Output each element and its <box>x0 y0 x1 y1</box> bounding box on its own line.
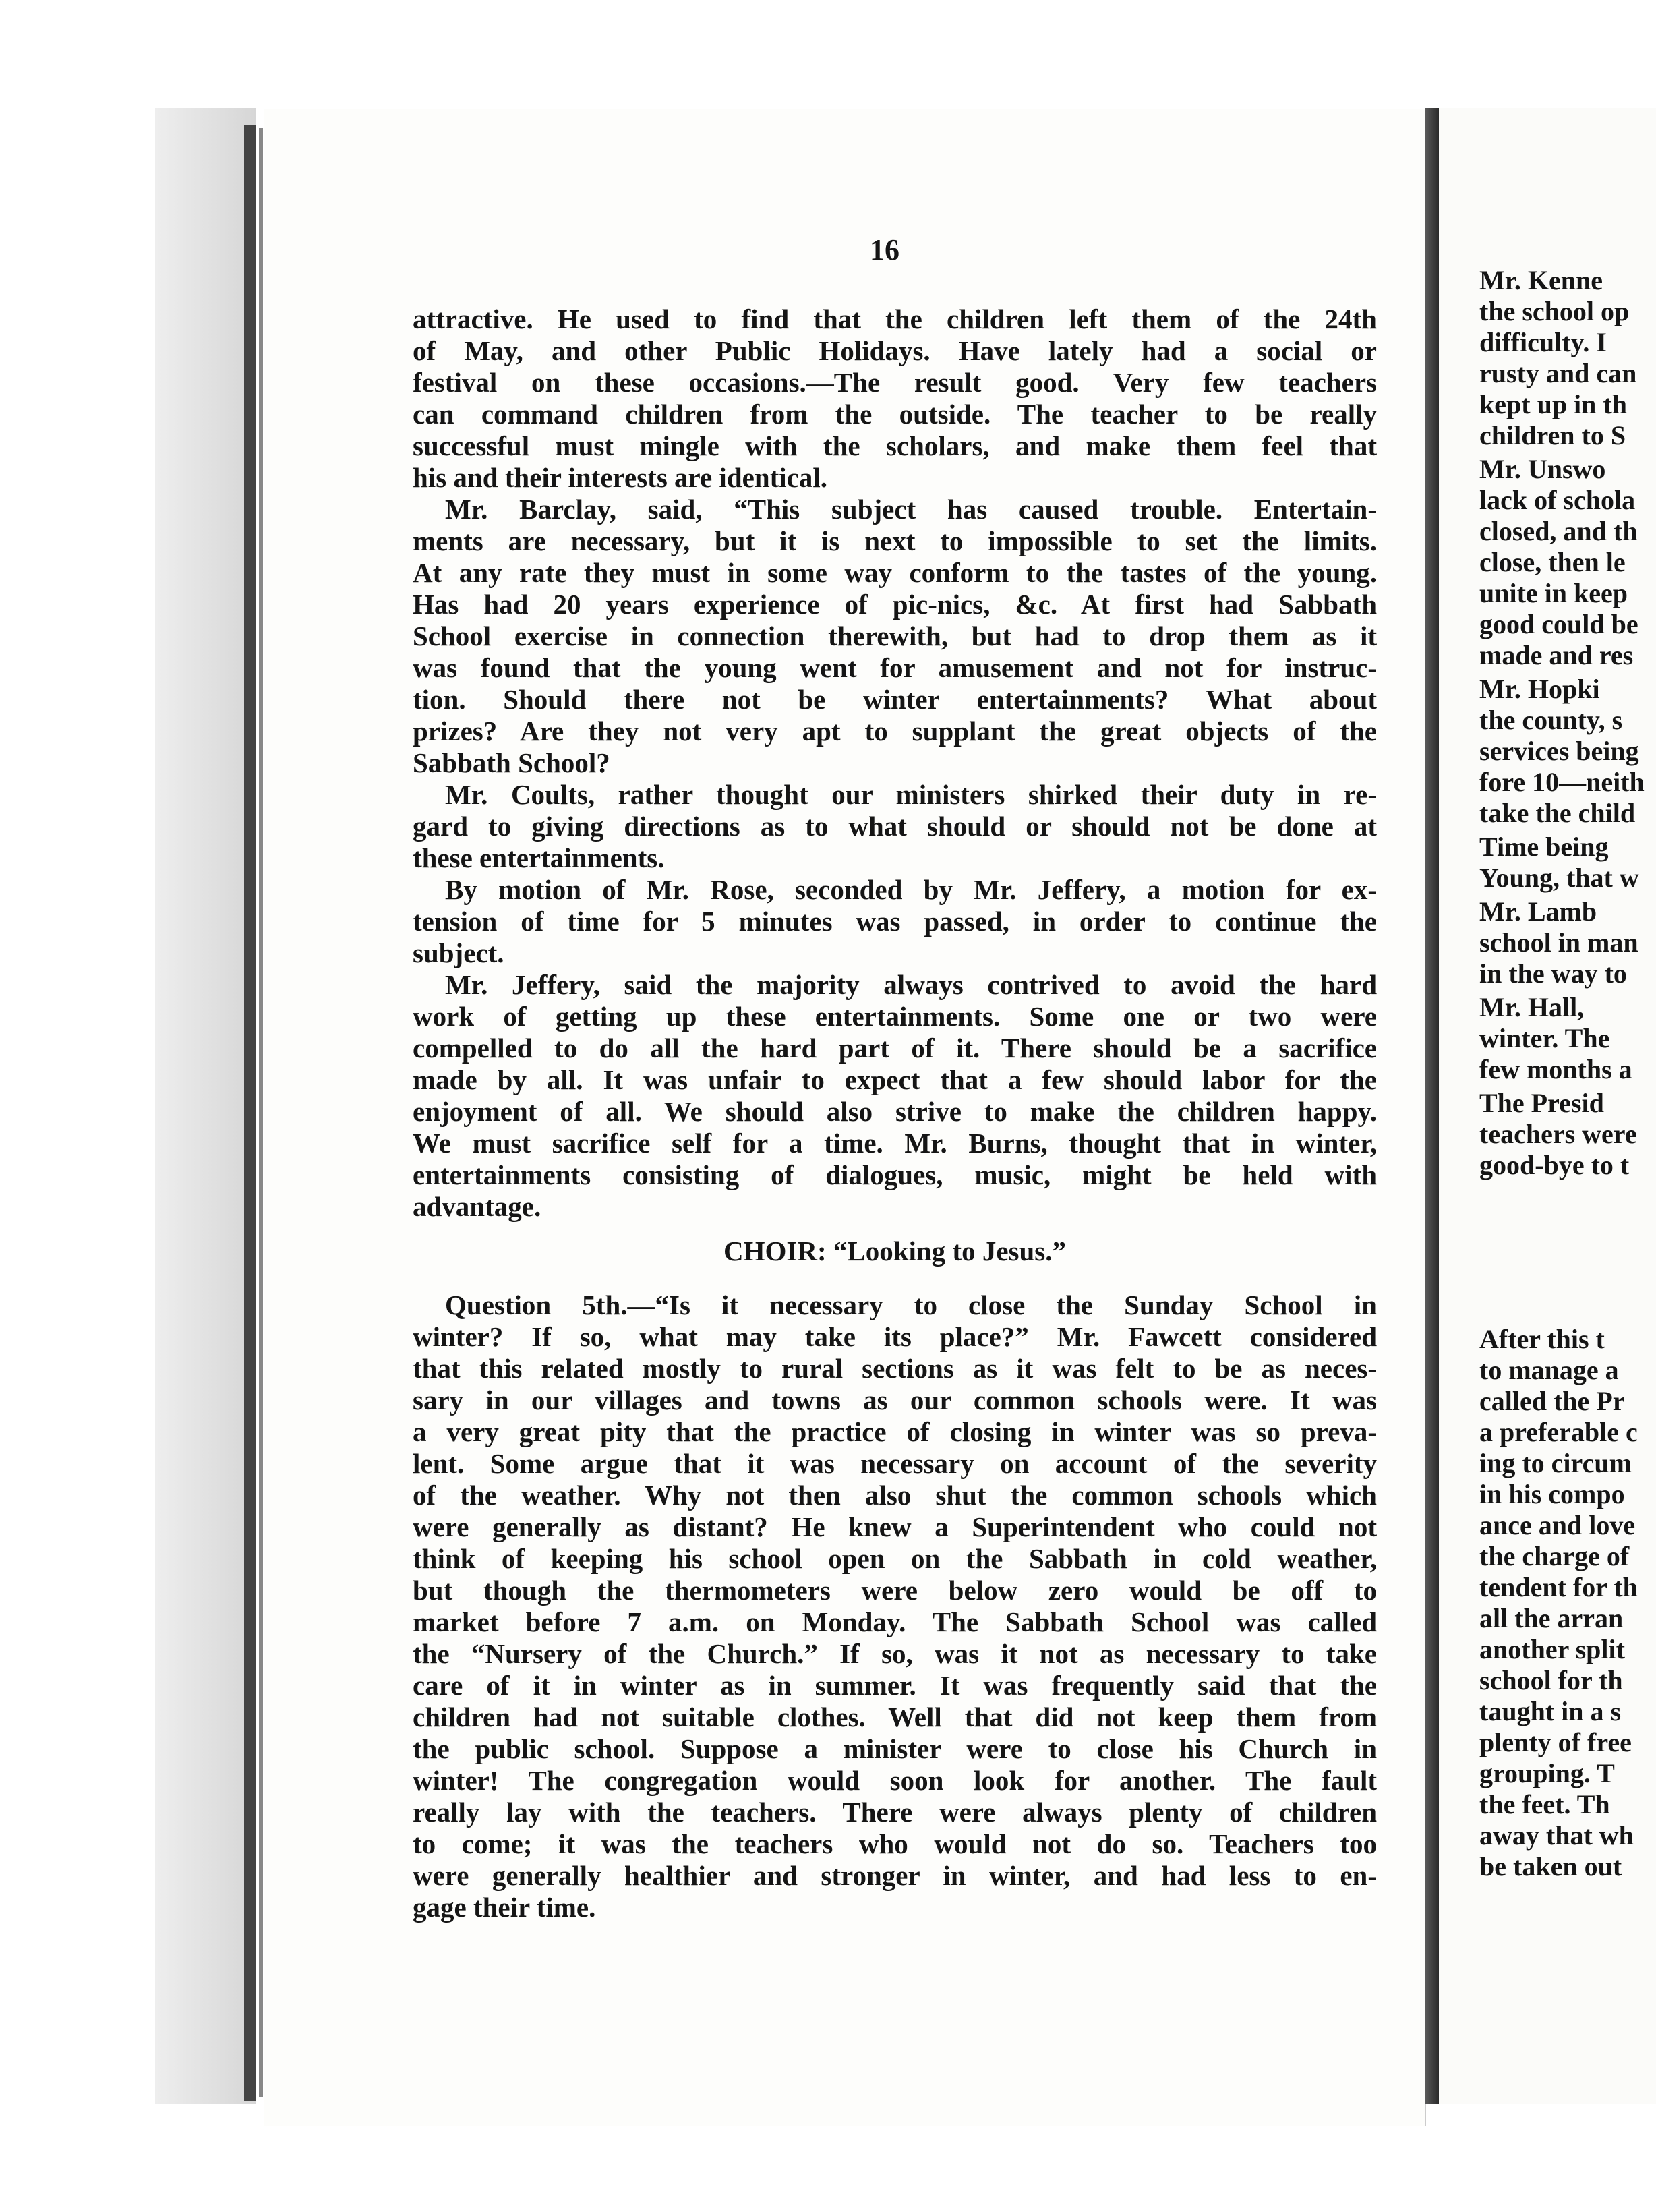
text-line: tension of time for 5 minutes was passed, in order to continue the <box>413 906 1377 937</box>
facing-line: the feet. Th <box>1479 1789 1610 1820</box>
facing-line: the charge of <box>1479 1541 1630 1571</box>
facing-line: school in man <box>1479 927 1638 958</box>
text-line: sary in our villages and towns as our common schools were. It was <box>413 1385 1377 1416</box>
text-line: enjoyment of all. We should also strive to make the children happy. <box>413 1096 1377 1127</box>
text-line: compelled to do all the hard part of it. There should be a sacrifice <box>413 1032 1377 1064</box>
facing-line: children to S <box>1479 420 1626 450</box>
text-line: We must sacrifice self for a time. Mr. Burns, thought that in winter, <box>413 1128 1377 1159</box>
text-line: gage their time. <box>413 1892 596 1923</box>
left-page-stack <box>155 108 256 2104</box>
text-line: Sabbath School? <box>413 747 610 778</box>
facing-line: called the Pr <box>1479 1386 1625 1416</box>
text-line: Has had 20 years experience of pic-nics, &c. At first had Sabbath <box>413 589 1377 620</box>
text-line: of May, and other Public Holidays. Have lately had a social or <box>413 335 1377 366</box>
text-line: winter! The congregation would soon look for another. The fault <box>413 1765 1377 1796</box>
text-line: Mr. Jeffery, said the majority always contrived to avoid the hard <box>445 969 1377 1000</box>
facing-line: good-bye to t <box>1479 1150 1630 1180</box>
facing-line: Mr. Hopki <box>1479 674 1600 704</box>
text-line: the “Nursery of the Church.” If so, was it not as necessary to take <box>413 1638 1377 1669</box>
facing-line: services being <box>1479 736 1639 766</box>
facing-line: few months a <box>1479 1054 1632 1084</box>
facing-line: The Presid <box>1479 1088 1604 1118</box>
facing-line: Young, that w <box>1479 863 1639 893</box>
facing-line: winter. The <box>1479 1023 1610 1053</box>
text-line: to come; it was the teachers who would not do so. Teachers too <box>413 1828 1377 1859</box>
text-line: At any rate they must in some way conform to the tastes of the young. <box>413 557 1377 588</box>
text-line: lent. Some argue that it was necessary on account of the severity <box>413 1448 1377 1479</box>
text-line: market before 7 a.m. on Monday. The Sabbath School was called <box>413 1606 1377 1637</box>
facing-line: to manage a <box>1479 1355 1619 1385</box>
text-line: winter? If so, what may take its place?” Mr. Fawcett considered <box>413 1321 1377 1352</box>
text-line: prizes? Are they not very apt to supplant the great objects of the <box>413 716 1377 747</box>
book-gutter <box>1425 108 1439 2104</box>
facing-line: difficulty. I <box>1479 327 1607 357</box>
page-edge-inner <box>259 128 263 2097</box>
facing-line: Mr. Lamb <box>1479 896 1597 927</box>
facing-line: another split <box>1479 1634 1625 1664</box>
facing-line: school for th <box>1479 1665 1623 1695</box>
text-line: his and their interests are identical. <box>413 462 827 493</box>
facing-line: in his compo <box>1479 1479 1625 1509</box>
text-line: care of it in winter as in summer. It was frequently said that the <box>413 1670 1377 1701</box>
facing-line: teachers were <box>1479 1119 1637 1149</box>
facing-line: the county, s <box>1479 705 1623 735</box>
facing-line: rusty and can <box>1479 358 1637 388</box>
text-line: of the weather. Why not then also shut the common schools which <box>413 1480 1377 1511</box>
text-line: By motion of Mr. Rose, seconded by Mr. Jeffery, a motion for ex- <box>445 874 1377 905</box>
text-line: attractive. He used to find that the children left them of the 24th <box>413 303 1377 334</box>
text-line: were generally healthier and stronger in winter, and had less to en- <box>413 1860 1377 1891</box>
facing-page <box>1439 108 1656 2104</box>
facing-line: kept up in th <box>1479 389 1627 419</box>
facing-line: close, then le <box>1479 547 1626 577</box>
text-line: School exercise in connection therewith, but had to drop them as it <box>413 620 1377 651</box>
text-line: festival on these occasions.—The result good. Very few teachers <box>413 367 1377 398</box>
facing-line: ance and love <box>1479 1510 1636 1540</box>
text-line: gard to giving directions as to what should or should not be done at <box>413 811 1377 842</box>
text-line: the public school. Suppose a minister were to close his Church in <box>413 1733 1377 1764</box>
text-line: a very great pity that the practice of closing in winter was so preva- <box>413 1416 1377 1447</box>
section-heading: CHOIR: “Looking to Jesus.” <box>723 1235 1066 1267</box>
facing-line: in the way to <box>1479 958 1627 989</box>
text-line: Mr. Coults, rather thought our ministers shirked their duty in re- <box>445 779 1377 810</box>
facing-line: plenty of free <box>1479 1727 1632 1757</box>
facing-line: Mr. Hall, <box>1479 992 1585 1022</box>
facing-line: Mr. Kenne <box>1479 265 1603 295</box>
facing-line: lack of schola <box>1479 485 1636 515</box>
text-line: Mr. Barclay, said, “This subject has caused trouble. Entertain- <box>445 494 1377 525</box>
text-line: work of getting up these entertainments. Some one or two were <box>413 1001 1377 1032</box>
text-line: but though the thermometers were below zero would be off to <box>413 1575 1377 1606</box>
page-edge <box>244 125 256 2101</box>
facing-line: all the arran <box>1479 1603 1624 1633</box>
facing-line: After this t <box>1479 1324 1605 1354</box>
text-line: subject. <box>413 937 504 968</box>
text-line: was found that the young went for amusement and not for instruc- <box>413 652 1377 683</box>
facing-line: made and res <box>1479 640 1634 670</box>
facing-line: away that wh <box>1479 1820 1634 1851</box>
text-line: entertainments consisting of dialogues, music, might be held with <box>413 1159 1377 1190</box>
text-line: really lay with the teachers. There were always plenty of children <box>413 1797 1377 1828</box>
facing-line: fore 10—neith <box>1479 767 1645 797</box>
facing-line: closed, and th <box>1479 516 1638 546</box>
page-number: 16 <box>870 233 899 266</box>
text-line: can command children from the outside. The teacher to be really <box>413 399 1377 430</box>
text-line: were generally as distant? He knew a Superintendent who could not <box>413 1511 1377 1542</box>
facing-line: good could be <box>1479 609 1638 639</box>
facing-line: a preferable c <box>1479 1417 1638 1447</box>
facing-line: unite in keep <box>1479 578 1628 608</box>
text-line: these entertainments. <box>413 842 665 873</box>
facing-line: Mr. Unswo <box>1479 454 1606 484</box>
facing-line: taught in a s <box>1479 1696 1622 1726</box>
facing-line: be taken out <box>1479 1851 1622 1882</box>
text-line: ments are necessary, but it is next to impossible to set the limits. <box>413 525 1377 556</box>
text-line: think of keeping his school open on the Sabbath in cold weather, <box>413 1543 1377 1574</box>
facing-line: ing to circum <box>1479 1448 1632 1478</box>
facing-line: the school op <box>1479 296 1630 326</box>
text-line: that this related mostly to rural sections as it was felt to be as neces- <box>413 1353 1377 1384</box>
facing-line: grouping. T <box>1479 1758 1615 1788</box>
facing-line: tendent for th <box>1479 1572 1638 1602</box>
text-line: successful must mingle with the scholars, and make them feel that <box>413 430 1377 461</box>
text-line: advantage. <box>413 1191 541 1222</box>
text-line: children had not suitable clothes. Well that did not keep them from <box>413 1701 1377 1733</box>
facing-line: take the child <box>1479 798 1636 828</box>
text-line: Question 5th.—“Is it necessary to close the Sunday School in <box>445 1289 1377 1320</box>
text-line: tion. Should there not be winter entertainments? What about <box>413 684 1377 715</box>
text-line: made by all. It was unfair to expect that a few should labor for the <box>413 1064 1377 1095</box>
facing-line: Time being <box>1479 832 1609 862</box>
